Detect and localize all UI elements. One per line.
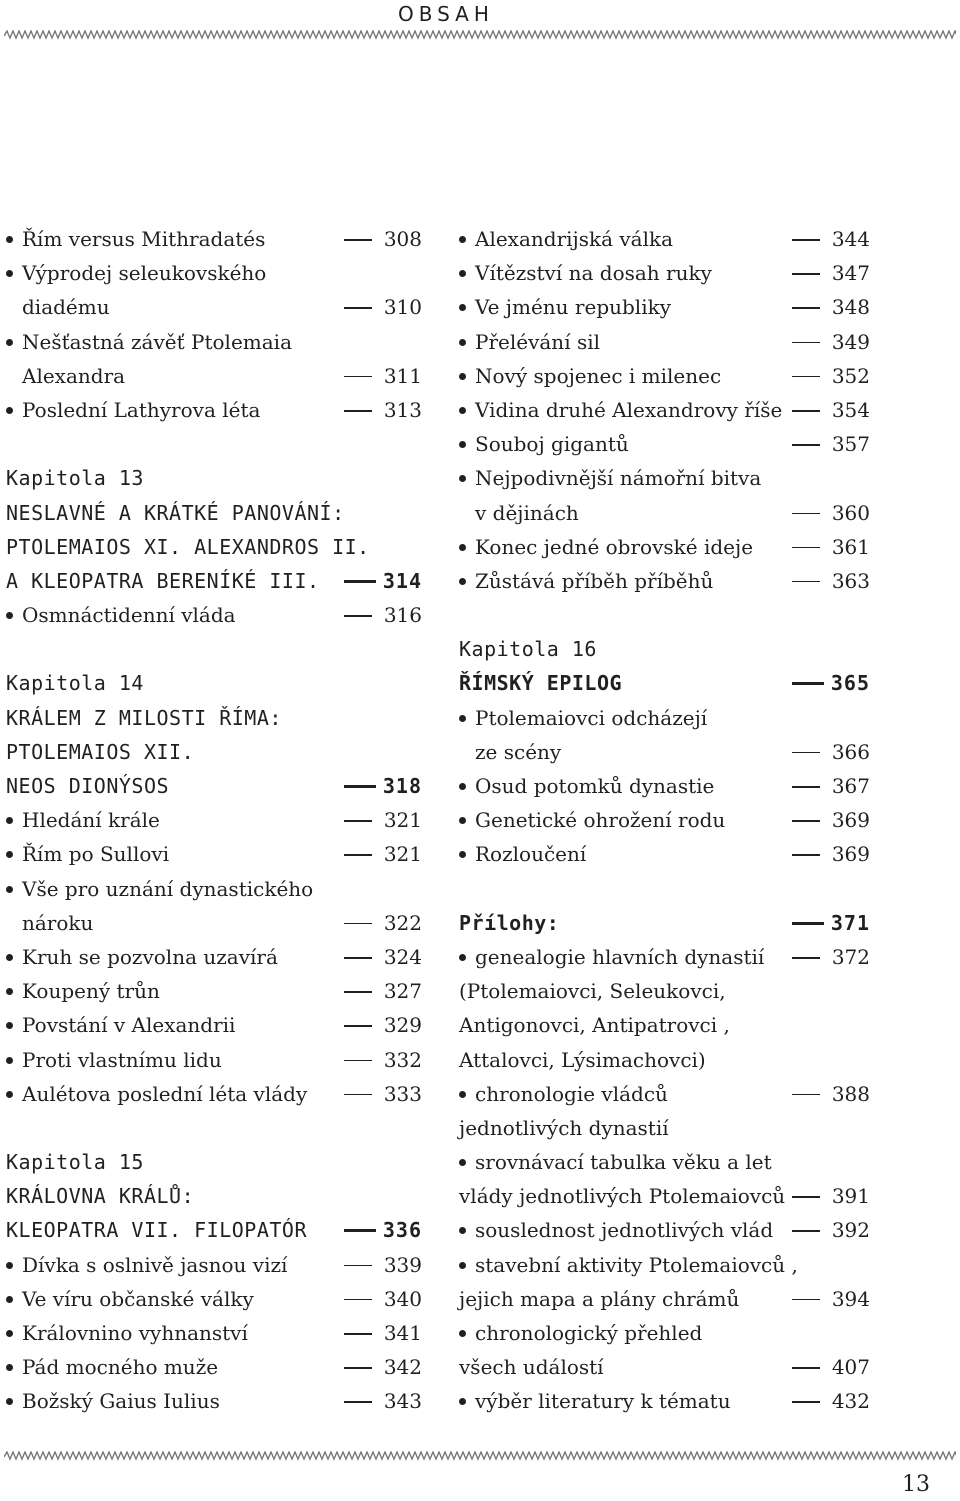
toc-entry [459, 974, 870, 1008]
toc-entry-title: všech událostí [459, 1355, 604, 1380]
toc-entry-title: v dějinách [475, 500, 579, 525]
toc-entry [459, 359, 870, 393]
toc-entry-title: Osmnáctidenní vláda [22, 603, 236, 628]
toc-entry-page: 322 [383, 910, 422, 935]
toc-entry-page: 311 [383, 363, 422, 388]
toc-entry-page: 361 [831, 534, 870, 559]
toc-entry-title: Výprodej seleukovského [22, 261, 267, 286]
bullet-icon [459, 1227, 466, 1234]
toc-entry-title: diadému [22, 295, 110, 320]
bullet-icon [6, 1057, 13, 1064]
toc-entry [6, 256, 422, 290]
toc-entry-page: 391 [831, 1184, 870, 1209]
toc-entry-page: 344 [831, 227, 870, 251]
toc-entry-page: 366 [831, 739, 870, 764]
bullet-icon [459, 544, 466, 551]
toc-entry-page: 354 [831, 397, 870, 422]
toc-entry-title: stavební aktivity Ptolemaiovců , [475, 1252, 798, 1277]
page-dash [344, 1367, 372, 1369]
toc-entry-title: výběr literatury k tématu [475, 1389, 731, 1414]
toc-chapter-heading [6, 1179, 422, 1213]
page-number: 13 [902, 1472, 930, 1497]
page-dash [344, 1060, 372, 1062]
bullet-icon [459, 1330, 466, 1337]
toc-entry-title: NEOS DIONÝSOS [6, 774, 170, 798]
toc-entry-title: Nový spojenec i milenec [475, 363, 722, 388]
toc-entry-title: Ve jménu republiky [475, 295, 672, 320]
toc-column-right [459, 222, 870, 1419]
toc-entry-title: Poslední Lathyrova léta [22, 397, 261, 422]
toc-entry-title: KLEOPATRA VII. FILOPATÓR [6, 1218, 307, 1243]
toc-entry-title: Proti vlastnímu lidu [22, 1047, 222, 1072]
toc-entry-page: 371 [830, 910, 870, 935]
toc-entry-title: Kapitola 16 [459, 637, 597, 662]
toc-entry [6, 974, 422, 1008]
page-dash [792, 1230, 820, 1232]
page-dash [344, 991, 372, 993]
toc-entry [459, 393, 870, 427]
toc-entry-title: PTOLEMAIOS XII. [6, 739, 195, 764]
toc-entry-title: KRÁLEM Z MILOSTI ŘÍMA: [6, 705, 282, 730]
toc-entry-title: Alexandrijská válka [475, 227, 674, 251]
toc-spacer [459, 598, 870, 632]
page-dash [792, 1299, 820, 1301]
toc-entry-title: Ve víru občanské války [22, 1286, 254, 1311]
page-dash [344, 854, 372, 856]
toc-entry-page: 360 [831, 500, 870, 525]
toc-entry [6, 1077, 422, 1111]
toc-chapter-heading [459, 632, 870, 666]
toc-entry-page: 314 [382, 568, 422, 593]
toc-entry-title: Antigonovci, Antipatrovci , [459, 1013, 730, 1038]
toc-entry-title: Zůstává příběh příběhů [475, 568, 714, 593]
toc-entry-title: ze scény [475, 739, 562, 764]
bullet-icon [6, 407, 13, 414]
toc-entry-page: 388 [831, 1081, 870, 1106]
toc-entry [459, 1282, 870, 1316]
page-dash [344, 1401, 372, 1403]
page-dash [344, 1265, 372, 1267]
wavy-divider-bottom [4, 1451, 956, 1461]
toc-entry-title: Kapitola 14 [6, 671, 144, 696]
bullet-icon [459, 270, 466, 277]
toc-entry-page: 327 [383, 979, 422, 1004]
bullet-icon [459, 1262, 466, 1269]
toc-chapter-heading [459, 906, 870, 940]
toc-entry [6, 1350, 422, 1384]
page-header-title: OBSAH [398, 2, 494, 26]
toc-entry [459, 769, 870, 803]
toc-entry-title: Hledání krále [22, 808, 160, 833]
toc-entry-page: 407 [831, 1355, 870, 1380]
bullet-icon [6, 1364, 13, 1371]
toc-entry [459, 290, 870, 324]
toc-entry-title: Osud potomků dynastie [475, 774, 715, 798]
page-dash [792, 547, 820, 549]
toc-entry-page: 365 [830, 671, 870, 696]
bullet-icon [6, 1296, 13, 1303]
toc-entry [459, 1179, 870, 1213]
toc-entry-page: 372 [831, 944, 870, 969]
page-dash [792, 1401, 820, 1403]
page-dash [792, 682, 824, 685]
page-dash [344, 376, 372, 378]
page-dash [344, 580, 376, 583]
page-dash [344, 1025, 372, 1027]
toc-chapter-heading [6, 496, 422, 530]
toc-entry-title: Královnino vyhnanství [22, 1321, 248, 1345]
toc-entry [459, 803, 870, 837]
page-dash [792, 1196, 820, 1198]
toc-entry-page: 318 [382, 774, 422, 798]
page-dash [344, 820, 372, 822]
bullet-icon [459, 783, 466, 790]
toc-entry-title: Vítězství na dosah ruky [475, 261, 712, 286]
toc-entry-page: 342 [383, 1355, 422, 1380]
toc-chapter-heading [6, 461, 422, 495]
toc-entry-title: nároku [22, 910, 94, 935]
toc-entry [6, 837, 422, 871]
toc-entry-title: Povstání v Alexandrii [22, 1013, 236, 1038]
toc-entry-title: Attalovci, Lýsimachovci) [459, 1047, 706, 1072]
toc-entry-page: 367 [831, 774, 870, 798]
page-dash [344, 239, 372, 241]
toc-entry-title: chronologie vládců [475, 1081, 668, 1106]
toc-entry-page: 340 [383, 1286, 422, 1311]
toc-entry [459, 1248, 870, 1282]
bullet-icon [459, 715, 466, 722]
toc-entry-page: 336 [382, 1218, 422, 1243]
toc-entry-title: ŘÍMSKÝ EPILOG [459, 671, 623, 696]
toc-entry-page: 321 [383, 808, 422, 833]
toc-entry [6, 1384, 422, 1418]
toc-chapter-heading [6, 564, 422, 598]
toc-entry-title: Kapitola 13 [6, 466, 144, 491]
toc-spacer [6, 427, 422, 461]
toc-entry-title: Souboj gigantů [475, 432, 629, 457]
toc-entry [459, 940, 870, 974]
page-dash [792, 581, 820, 583]
page-dash [344, 615, 372, 617]
toc-entry-page: 341 [383, 1321, 422, 1345]
toc-entry-title: Vidina druhé Alexandrovy říše [475, 397, 783, 422]
toc-spacer [6, 632, 422, 666]
toc-entry-page: 321 [383, 842, 422, 867]
bullet-icon [459, 339, 466, 346]
page-dash [792, 1094, 820, 1096]
toc-entry [459, 1145, 870, 1179]
bullet-icon [6, 851, 13, 858]
toc-entry [6, 359, 422, 393]
bullet-icon [6, 886, 13, 893]
bullet-icon [459, 475, 466, 482]
toc-entry-title: Genetické ohrožení rodu [475, 808, 726, 833]
toc-entry-page: 432 [831, 1389, 870, 1414]
toc-entry [459, 1350, 870, 1384]
page-dash [344, 957, 372, 959]
toc-entry-page: 329 [383, 1013, 422, 1038]
page-dash [792, 786, 820, 788]
toc-entry-title: Rozloučení [475, 842, 587, 867]
toc-entry-title: Koupený trůn [22, 979, 160, 1004]
toc-entry-title: chronologický přehled [475, 1321, 703, 1345]
toc-entry-title: genealogie hlavních dynastií [475, 944, 765, 969]
bullet-icon [6, 1091, 13, 1098]
toc-entry [459, 564, 870, 598]
toc-entry [459, 325, 870, 359]
toc-entry [6, 906, 422, 940]
toc-entry [459, 1316, 870, 1350]
toc-entry [6, 325, 422, 359]
toc-entry [459, 837, 870, 871]
toc-entry [459, 222, 870, 256]
toc-entry-page: 339 [383, 1252, 422, 1277]
toc-entry [459, 256, 870, 290]
toc-entry [6, 598, 422, 632]
bullet-icon [459, 407, 466, 414]
toc-entry-title: Nešťastná závěť Ptolemaia [22, 329, 292, 354]
page-dash [344, 307, 372, 309]
toc-entry [6, 1043, 422, 1077]
toc-entry [459, 1077, 870, 1111]
toc-entry-title: Ptolemaiovci odcházejí [475, 705, 708, 730]
page-dash [344, 1299, 372, 1301]
toc-entry-title: Řím versus Mithradatés [22, 227, 266, 251]
toc-entry-page: 392 [831, 1218, 870, 1243]
toc-entry [459, 496, 870, 530]
toc-entry-title: Přílohy: [459, 910, 560, 935]
toc-chapter-heading [6, 769, 422, 803]
toc-entry-page: 369 [831, 842, 870, 867]
bullet-icon [459, 578, 466, 585]
bullet-icon [459, 817, 466, 824]
toc-entry [459, 427, 870, 461]
toc-entry-title: Pád mocného muže [22, 1355, 219, 1380]
page-dash [792, 922, 824, 925]
page-dash [344, 1229, 376, 1232]
toc-entry-title: A KLEOPATRA BERENÍKÉ III. [6, 568, 320, 593]
toc-entry-title: Dívka s oslnivě jasnou vizí [22, 1252, 288, 1277]
bullet-icon [6, 339, 13, 346]
bullet-icon [459, 851, 466, 858]
toc-chapter-heading [6, 701, 422, 735]
bullet-icon [459, 954, 466, 961]
bullet-icon [6, 236, 13, 243]
toc-entry [6, 940, 422, 974]
toc-entry [459, 1043, 870, 1077]
toc-entry-title: Řím po Sullovi [22, 842, 170, 867]
toc-entry-page: 349 [831, 329, 870, 354]
toc-entry-title: PTOLEMAIOS XI. ALEXANDROS II. [6, 534, 370, 559]
toc-entry-title: Kruh se pozvolna uzavírá [22, 944, 278, 969]
toc-entry-title: jednotlivých dynastií [459, 1115, 669, 1140]
toc-entry [459, 530, 870, 564]
toc-entry-title: Nejpodivnější námořní bitva [475, 466, 762, 491]
toc-entry-title: jejich mapa a plány chrámů [459, 1286, 740, 1311]
toc-entry [6, 1316, 422, 1350]
toc-entry-page: 324 [383, 944, 422, 969]
page-dash [792, 820, 820, 822]
toc-entry-title: (Ptolemaiovci, Seleukovci, [459, 979, 726, 1004]
bullet-icon [459, 304, 466, 311]
bullet-icon [6, 988, 13, 995]
toc-entry-page: 348 [831, 295, 870, 320]
page-dash [792, 957, 820, 959]
toc-entry [459, 1111, 870, 1145]
toc-entry [459, 1008, 870, 1042]
toc-entry-page: 313 [383, 397, 422, 422]
toc-entry [459, 461, 870, 495]
toc-entry-title: KRÁLOVNA KRÁLŮ: [6, 1184, 195, 1209]
toc-entry-page: 310 [383, 295, 422, 320]
page-dash [344, 923, 372, 925]
toc-entry-title: souslednost jednotlivých vlád [475, 1218, 774, 1243]
toc-entry [6, 872, 422, 906]
toc-entry [6, 1248, 422, 1282]
page-dash [792, 307, 820, 309]
toc-entry [459, 1213, 870, 1247]
page-dash [792, 1367, 820, 1369]
toc-entry-page: 369 [831, 808, 870, 833]
toc-entry-title: Vše pro uznání dynastického [22, 876, 314, 901]
toc-entry-page: 332 [383, 1047, 422, 1072]
bullet-icon [6, 817, 13, 824]
toc-entry [459, 1384, 870, 1418]
toc-entry-title: Konec jedné obrovské ideje [475, 534, 754, 559]
page-dash [344, 410, 372, 412]
toc-entry-title: Přelévání sil [475, 329, 600, 354]
page-dash [344, 785, 376, 788]
toc-chapter-heading [6, 666, 422, 700]
bullet-icon [459, 1159, 466, 1166]
toc-entry [6, 1282, 422, 1316]
toc-entry [459, 735, 870, 769]
toc-entry [6, 393, 422, 427]
toc-entry [6, 803, 422, 837]
toc-entry-title: Aulétova poslední léta vlády [22, 1081, 308, 1106]
toc-entry-title: Alexandra [22, 363, 126, 388]
toc-entry [459, 701, 870, 735]
toc-entry-page: 333 [383, 1081, 422, 1106]
toc-entry-page: 357 [831, 432, 870, 457]
wavy-divider-top [4, 30, 956, 40]
toc-chapter-heading [6, 530, 422, 564]
bullet-icon [459, 441, 466, 448]
toc-entry-title: Kapitola 15 [6, 1150, 144, 1175]
page-dash [792, 376, 820, 378]
toc-entry-title: srovnávací tabulka věku a let [475, 1150, 772, 1175]
bullet-icon [6, 1398, 13, 1405]
page-dash [344, 1333, 372, 1335]
bullet-icon [6, 1262, 13, 1269]
bullet-icon [459, 1398, 466, 1405]
page-dash [792, 854, 820, 856]
toc-entry-page: 394 [831, 1286, 870, 1311]
toc-entry [6, 1008, 422, 1042]
toc-entry-title: NESLAVNÉ A KRÁTKÉ PANOVÁNÍ: [6, 500, 345, 525]
toc-spacer [6, 1111, 422, 1145]
toc-entry-page: 363 [831, 568, 870, 593]
page-dash [792, 752, 820, 754]
toc-entry-page: 352 [831, 363, 870, 388]
bullet-icon [459, 236, 466, 243]
toc-column-left [6, 222, 422, 1419]
page-dash [792, 513, 820, 515]
page-dash [792, 239, 820, 241]
toc-entry-title: vlády jednotlivých Ptolemaiovců [459, 1184, 786, 1209]
toc-entry-title: Božský Gaius Iulius [22, 1389, 220, 1414]
toc-entry-page: 308 [383, 227, 422, 251]
page-dash [792, 342, 820, 344]
toc-chapter-heading [6, 735, 422, 769]
bullet-icon [6, 1330, 13, 1337]
toc-chapter-heading [6, 1145, 422, 1179]
bullet-icon [6, 612, 13, 619]
page-dash [792, 410, 820, 412]
bullet-icon [6, 1022, 13, 1029]
toc-entry [6, 290, 422, 324]
toc-spacer [459, 872, 870, 906]
toc-entry [6, 222, 422, 256]
bullet-icon [6, 954, 13, 961]
bullet-icon [6, 270, 13, 277]
toc-chapter-heading [459, 666, 870, 700]
toc-entry-page: 347 [831, 261, 870, 286]
page-dash [792, 444, 820, 446]
page-dash [792, 273, 820, 275]
page-dash [344, 1094, 372, 1096]
bullet-icon [459, 1091, 466, 1098]
toc-entry-page: 343 [383, 1389, 422, 1414]
bullet-icon [459, 373, 466, 380]
toc-chapter-heading [6, 1213, 422, 1247]
toc-entry-page: 316 [383, 603, 422, 628]
